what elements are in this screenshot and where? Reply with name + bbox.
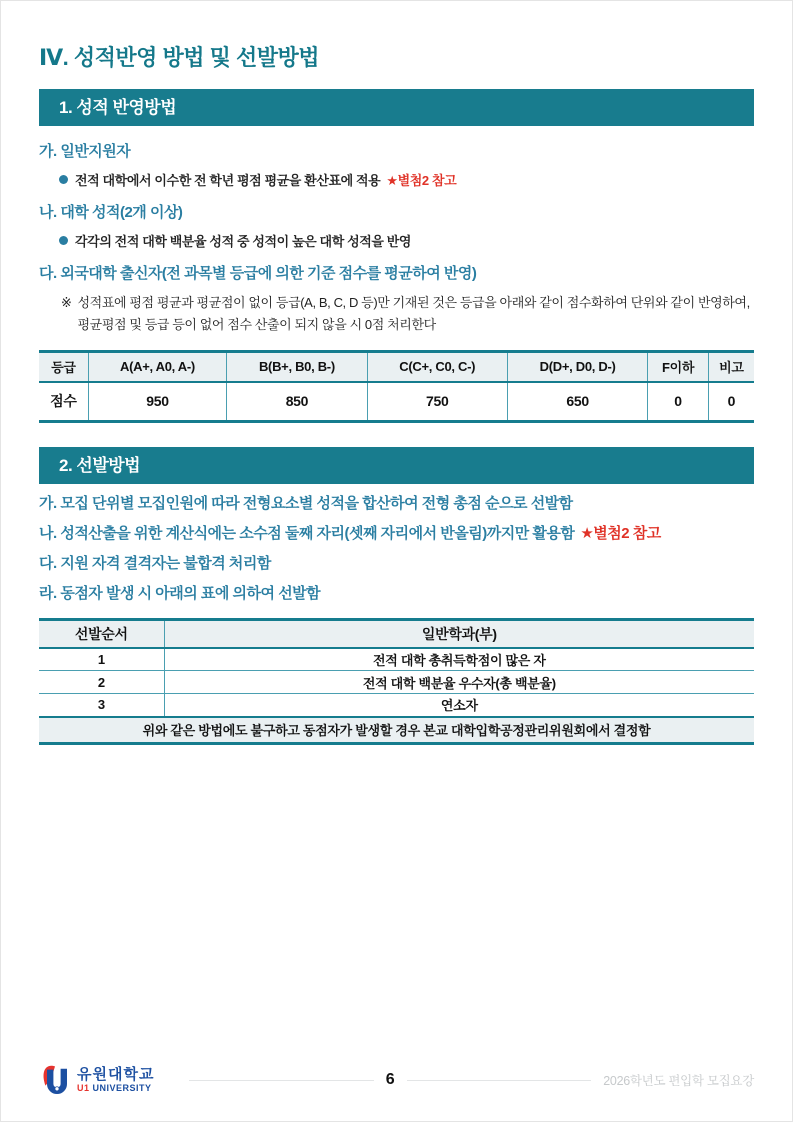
logo-text xyxy=(77,1067,154,1094)
order-cell: 2 xyxy=(39,671,164,694)
score-cell: 850 xyxy=(227,382,367,422)
header-cell: C(C+, C0, C-) xyxy=(367,352,507,382)
score-cell: 650 xyxy=(507,382,647,422)
item-text: 가. 모집 단위별 모집인원에 따라 전형요소별 성적을 합산하여 전형 총점 순으로 선발함 xyxy=(39,495,573,512)
header-cell: F이하 xyxy=(648,352,709,382)
footer-document-title: 2026학년도 편입학 모집요강 xyxy=(603,1074,754,1088)
section2-item-na xyxy=(39,524,754,544)
section2-header-bar xyxy=(39,447,754,484)
section1-item-na-bullet xyxy=(59,231,754,250)
bullet-text: 각각의 전적 대학 백분율 성적 중 성적이 높은 대학 성적을 반영 xyxy=(75,234,412,249)
university-logo xyxy=(39,1062,189,1098)
header-cell: 일반학과(부) xyxy=(164,620,754,648)
header-cell: 등급 xyxy=(39,352,88,382)
section1-item-da-note xyxy=(61,292,754,336)
page-title: Ⅳ. 성적반영 방법 및 선발방법 xyxy=(39,45,320,70)
logo-english-name xyxy=(77,1083,154,1094)
criteria-cell: 전적 대학 백분율 우수자(총 백분율) xyxy=(164,671,754,694)
section2-item-da xyxy=(39,554,754,574)
section2-item-ga xyxy=(39,494,754,514)
header-cell: A(A+, A0, A-) xyxy=(88,352,227,382)
item-text: 나. 성적산출을 위한 계산식에는 소수점 둘째 자리(셋째 자리에서 반올림)까지만 활용함 xyxy=(39,525,575,542)
score-cell: 750 xyxy=(367,382,507,422)
order-cell: 1 xyxy=(39,648,164,671)
logo-u1: U1 xyxy=(77,1082,90,1093)
page-content xyxy=(1,1,792,745)
criteria-cell: 연소자 xyxy=(164,694,754,717)
header-cell: 비고 xyxy=(708,352,754,382)
item-text: 라. 동점자 발생 시 아래의 표에 의하여 선발함 xyxy=(39,585,321,602)
table-header-row xyxy=(39,620,754,648)
footer-center xyxy=(189,1071,591,1089)
note-text xyxy=(78,292,750,336)
order-cell: 3 xyxy=(39,694,164,717)
bullet-icon xyxy=(59,175,68,184)
tiebreak-table xyxy=(39,618,754,745)
grade-conversion-table xyxy=(39,350,754,423)
section2-item-ra xyxy=(39,584,754,604)
table-header-row xyxy=(39,352,754,382)
note-line-2: 평균평점 및 등급 등이 없어 점수 산출이 되지 않을 시 0점 처리한다 xyxy=(77,317,436,332)
note-marker: ※ xyxy=(61,295,72,310)
item-text: 다. 지원 자격 결격자는 불합격 처리함 xyxy=(39,555,271,572)
u1-logo-icon xyxy=(39,1062,71,1098)
logo-university: UNIVERSITY xyxy=(92,1082,152,1093)
section1-item-ga-bullet xyxy=(59,170,754,189)
table-row xyxy=(39,694,754,717)
footer-divider-line xyxy=(189,1080,374,1081)
page-footer xyxy=(39,1059,754,1101)
table-row xyxy=(39,671,754,694)
header-cell: 선발순서 xyxy=(39,620,164,648)
section1-item-ga-heading: 가. 일반지원자 xyxy=(39,143,131,160)
bullet-text: 전적 대학에서 이수한 전 학년 평점 평균을 환산표에 적용 xyxy=(75,173,381,188)
tiebreak-footer-note: 위와 같은 방법에도 불구하고 동점자가 발생할 경우 본교 대학입학공정관리위원회에서 결정함 xyxy=(39,717,754,744)
header-cell: B(B+, B0, B-) xyxy=(227,352,367,382)
table-row xyxy=(39,382,754,422)
logo-korean-name: 유원대학교 xyxy=(77,1065,155,1083)
table-row xyxy=(39,648,754,671)
page-number: 6 xyxy=(385,1071,395,1088)
table-footer-row xyxy=(39,717,754,744)
note-line-1: 성적표에 평점 평균과 평균점이 없이 등급(A, B, C, D 등)만 기재된 것은 등급을 아래와 같이 점수화하여 단위와 같이 반영하여, xyxy=(77,295,750,310)
attachment-reference: ★별첨2 참고 xyxy=(580,525,661,542)
bullet-icon xyxy=(59,236,68,245)
footer-divider-line xyxy=(407,1080,592,1081)
criteria-cell: 전적 대학 총취득학점이 많은 자 xyxy=(164,648,754,671)
header-cell: D(D+, D0, D-) xyxy=(507,352,647,382)
row-label-cell: 점수 xyxy=(39,382,88,422)
section1-item-na-heading: 나. 대학 성적(2개 이상) xyxy=(39,204,183,221)
section2-header-label: 2. 선발방법 xyxy=(59,456,141,475)
section1-header-label: 1. 성적 반영방법 xyxy=(59,98,177,117)
score-cell: 0 xyxy=(708,382,754,422)
section1-header-bar xyxy=(39,89,754,126)
attachment-reference: ★별첨2 참고 xyxy=(386,173,457,188)
section1-item-da-heading: 다. 외국대학 출신자(전 과목별 등급에 의한 기준 점수를 평균하여 반영) xyxy=(39,265,477,282)
score-cell: 0 xyxy=(648,382,709,422)
score-cell: 950 xyxy=(88,382,227,422)
